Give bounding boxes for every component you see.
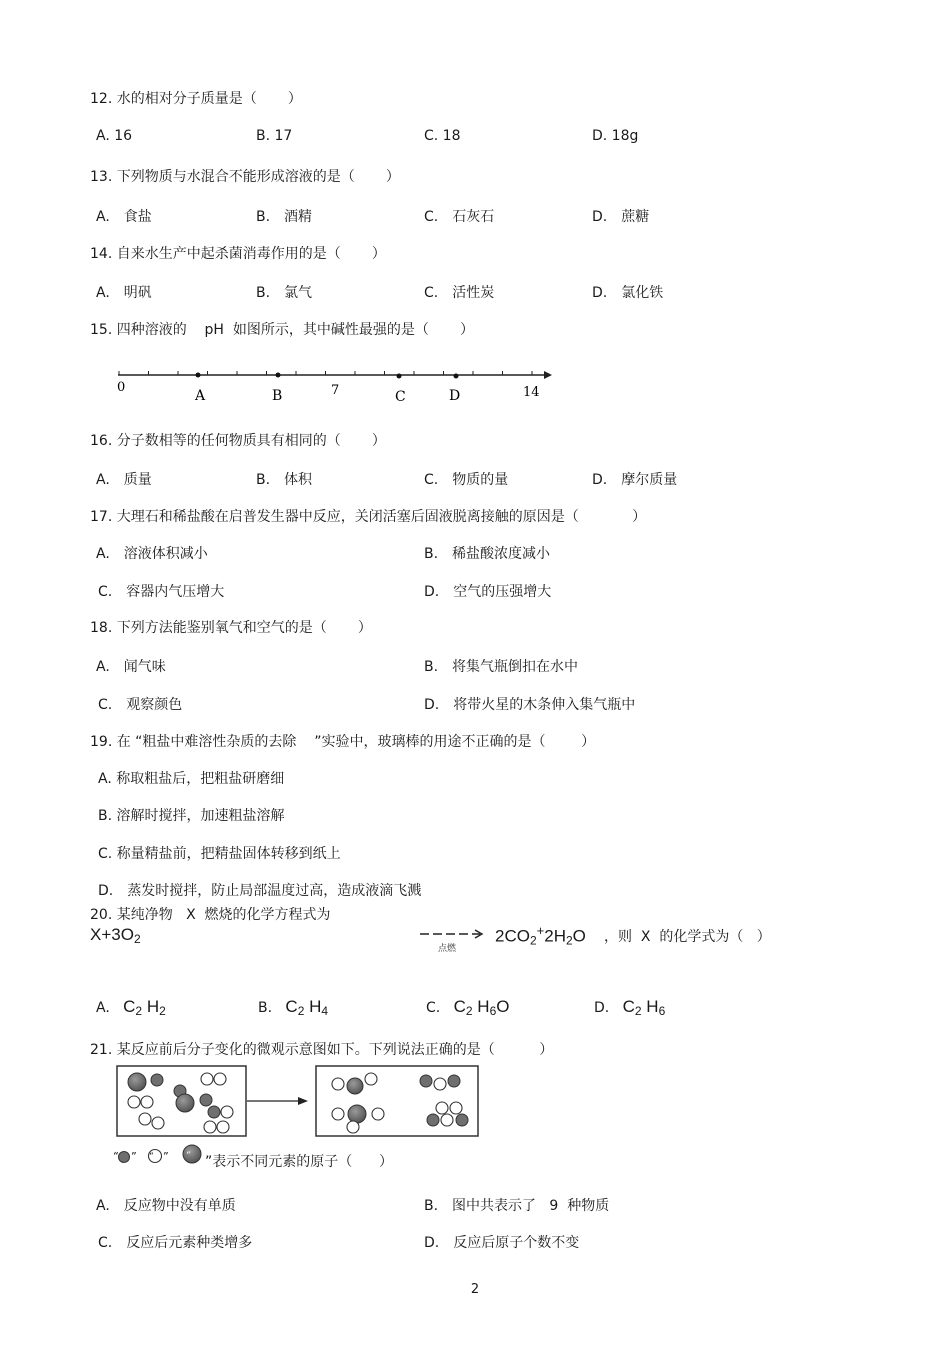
formula-part: C (622, 997, 635, 1016)
formula-sub: 2 (297, 1004, 305, 1018)
atom-white (365, 1073, 377, 1085)
q20-option-d-formula (623, 997, 666, 1016)
q20-option-c-formula (454, 997, 510, 1016)
formula-part: C (453, 997, 466, 1016)
legend-sep-1: ” (131, 1150, 137, 1163)
question-16-stem: 16. 分子数相等的任何物质具有相同的（ ） (90, 433, 386, 449)
equation-rhs-h2o-o: O (572, 926, 586, 946)
q12-option-a: A. 16 (96, 128, 133, 144)
q12-option-b: B. 17 (256, 128, 293, 144)
atom-white (347, 1121, 359, 1133)
formula-part: C (285, 997, 298, 1016)
equation-rhs-h2o-sub: 2 (565, 933, 573, 948)
q18-option-c: C. 观察颜色 (98, 697, 183, 713)
formula-part: H (304, 997, 322, 1016)
q21-option-a: A. 反应物中没有单质 (96, 1198, 236, 1214)
equation-plus: + (536, 923, 545, 938)
equation-rhs-co2: 2CO (495, 926, 530, 946)
atom-small-dark (456, 1114, 468, 1126)
atom-white (152, 1117, 164, 1129)
q16-option-d: D. 摩尔质量 (592, 472, 678, 488)
atom-large-gray (347, 1078, 363, 1094)
atom-white (450, 1102, 462, 1114)
q19-option-c: C. 称量精盐前，把精盐固体转移到纸上 (98, 846, 341, 862)
q18-option-a: A. 闻气味 (96, 659, 166, 675)
q20-option-c-label: C. (426, 1000, 441, 1016)
page-number: 2 (470, 1282, 480, 1297)
question-12-stem: 12. 水的相对分子质量是（ ） (90, 91, 302, 107)
equation-lhs (90, 925, 141, 946)
q13-option-d: D. 蔗糖 (592, 209, 650, 225)
q21-option-d: D. 反应后原子个数不变 (424, 1235, 580, 1251)
question-21-stem: 21. 某反应前后分子变化的微观示意图如下。下列说法正确的是（ ） (90, 1042, 554, 1058)
atom-white (221, 1106, 233, 1118)
formula-part: O (496, 997, 510, 1016)
q18-option-b: B. 将集气瓶倒扣在水中 (424, 659, 579, 675)
q19-option-b: B. 溶解时搅拌，加速粗盐溶解 (98, 808, 285, 824)
q17-option-b: B. 稀盐酸浓度减小 (424, 546, 551, 562)
atom-white (434, 1078, 446, 1090)
q19-option-d: D. 蒸发时搅拌，防止局部温度过高，造成液滴飞溅 (98, 883, 422, 899)
equation-rhs-h2o-h: 2H (544, 926, 566, 946)
formula-part: H (641, 997, 659, 1016)
q20-option-d (594, 997, 665, 1018)
ph-label-a: A (195, 388, 206, 404)
atom-white (128, 1096, 140, 1108)
formula-sub: 2 (159, 1004, 166, 1018)
q17-option-c: C. 容器内气压增大 (98, 584, 225, 600)
reaction-condition: 点燃 (438, 944, 457, 954)
ph-point-c-dot (397, 374, 402, 379)
formula-sub: 2 (465, 1004, 473, 1018)
atom-legend (113, 1142, 433, 1168)
legend-small-dark-atom (119, 1152, 130, 1163)
ph-axis-arrow (544, 371, 552, 379)
ph-scale-diagram (112, 360, 562, 408)
formula-part: C (123, 997, 136, 1016)
ph-point-b-dot (276, 373, 281, 378)
q20-option-a-formula (123, 997, 166, 1016)
q21-option-c: C. 反应后元素种类增多 (98, 1235, 253, 1251)
ph-point-a-dot (196, 373, 201, 378)
formula-sub: 2 (135, 1004, 143, 1018)
ph-label-min: 0 (117, 380, 126, 395)
formula-sub: 2 (634, 1004, 642, 1018)
molecule-diagram (112, 1064, 482, 1140)
q13-option-b: B. 酒精 (256, 209, 313, 225)
q20-option-a-label: A. (96, 1000, 110, 1016)
q13-option-a: A. 食盐 (96, 209, 152, 225)
ph-label-max: 14 (523, 385, 540, 400)
q20-option-b-label: B. (258, 1000, 273, 1016)
ph-label-c: C (395, 389, 406, 405)
q14-option-d: D. 氯化铁 (592, 285, 664, 301)
q17-option-a: A. 溶液体积减小 (96, 546, 208, 562)
question-14-stem: 14. 自来水生产中起杀菌消毒作用的是（ ） (90, 246, 386, 262)
q20-option-b-formula (285, 997, 328, 1016)
q19-option-a: A. 称取粗盐后，把粗盐研磨细 (98, 771, 285, 787)
q20-option-b (258, 997, 328, 1018)
q12-option-c: C. 18 (424, 128, 461, 144)
q16-option-b: B. 体积 (256, 472, 313, 488)
question-19-stem: 19. 在 “粗盐中难溶性杂质的去除 ”实验中，玻璃棒的用途不正确的是（ ） (90, 734, 596, 750)
q21-option-b: B. 图中共表示了 9 种物质 (424, 1198, 610, 1214)
question-20-stem: 20. 某纯净物 X 燃烧的化学方程式为 (90, 907, 331, 923)
q20-option-a (96, 997, 166, 1018)
atom-white (204, 1121, 216, 1133)
legend-sep-2: ” (163, 1150, 169, 1163)
legend-icons (113, 1142, 209, 1168)
atom-white (217, 1121, 229, 1133)
atom-large-gray (176, 1094, 194, 1112)
atom-white (332, 1108, 344, 1120)
ph-label-mid: 7 (331, 383, 340, 398)
ph-point-d-dot (454, 374, 459, 379)
legend-quote-1: “ (113, 1150, 119, 1163)
q14-option-b: B. 氯气 (256, 285, 313, 301)
q17-option-d: D. 空气的压强增大 (424, 584, 552, 600)
question-15-stem: 15. 四种溶液的 pH 如图所示，其中碱性最强的是（ ） (90, 322, 474, 338)
q18-option-d: D. 将带火星的木条伸入集气瓶中 (424, 697, 636, 713)
legend-quote-2: “ (149, 1152, 154, 1162)
atom-large-gray (348, 1105, 366, 1123)
atom-small-dark (427, 1114, 439, 1126)
q20-option-d-label: D. (594, 1000, 610, 1016)
legend-text: ”表示不同元素的原子（ ） (205, 1154, 393, 1170)
q14-option-c: C. 活性炭 (424, 285, 495, 301)
atom-small-dark (420, 1075, 432, 1087)
formula-part: H (472, 997, 490, 1016)
q20-option-c (426, 997, 509, 1018)
formula-sub: 6 (658, 1004, 666, 1018)
atom-white (201, 1073, 213, 1085)
formula-sub: 6 (489, 1004, 497, 1018)
atom-small-dark (448, 1075, 460, 1087)
formula-part: H (142, 997, 160, 1016)
atom-white (372, 1108, 384, 1120)
legend-quote-3: “ (186, 1151, 191, 1161)
ph-label-d: D (449, 388, 461, 404)
atom-white (141, 1096, 153, 1108)
equation-rhs (495, 923, 586, 948)
q16-option-a: A. 质量 (96, 472, 152, 488)
atom-white (332, 1078, 344, 1090)
q13-option-c: C. 石灰石 (424, 209, 495, 225)
equation-rhs-co2-sub: 2 (529, 933, 537, 948)
question-18-stem: 18. 下列方法能鉴别氧气和空气的是（ ） (90, 620, 372, 636)
formula-sub: 4 (321, 1004, 329, 1018)
atom-small-dark (208, 1106, 220, 1118)
atom-white (139, 1113, 151, 1125)
equation-tail: ，则 X 的化学式为（ ） (604, 929, 771, 945)
atom-small-dark (151, 1074, 163, 1086)
atom-white (436, 1102, 448, 1114)
atom-small-dark (200, 1094, 212, 1106)
equation-lhs-sub: 2 (133, 932, 141, 946)
atom-white (214, 1073, 226, 1085)
question-13-stem: 13. 下列物质与水混合不能形成溶液的是（ ） (90, 169, 400, 185)
q12-option-d: D. 18g (592, 128, 639, 144)
equation-lhs-text: X+3O (90, 925, 134, 944)
reaction-arrow-head (298, 1097, 308, 1105)
question-17-stem: 17. 大理石和稀盐酸在启普发生器中反应，关闭活塞后固液脱离接触的原因是（ ） (90, 509, 647, 525)
atom-white (441, 1114, 453, 1126)
q16-option-c: C. 物质的量 (424, 472, 509, 488)
q14-option-a: A. 明矾 (96, 285, 152, 301)
ph-label-b: B (272, 388, 283, 404)
atom-large-gray (128, 1073, 146, 1091)
